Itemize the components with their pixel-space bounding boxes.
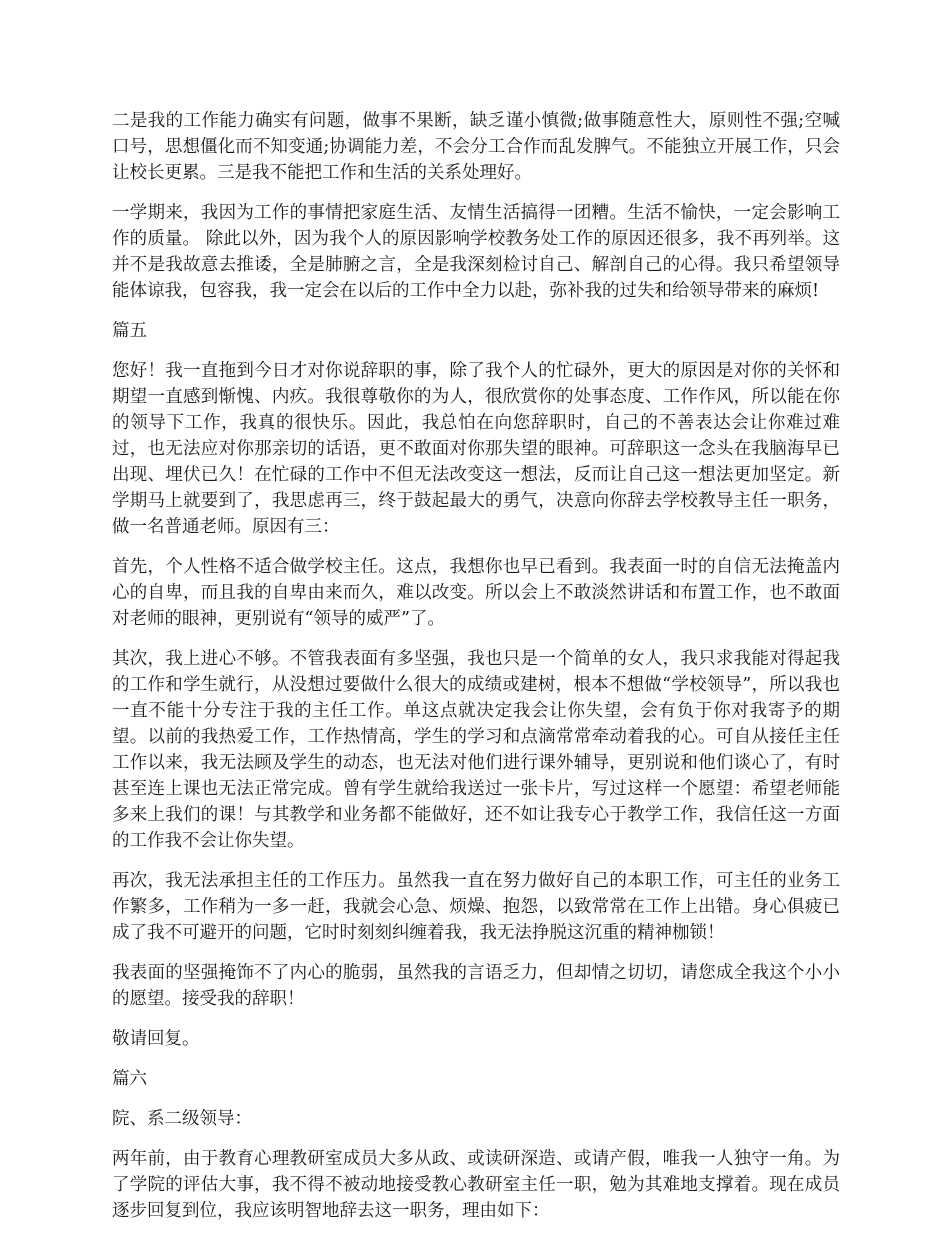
paragraph-sign-off: 敬请回复。 xyxy=(112,1029,200,1049)
paragraph-resignation-intro: 您好！我一直拖到今日才对你说辞职的事，除了我个人的忙碌外，更大的原因是对你的关怀和期望一直感到惭愧、内疚。我很尊敬你的为人，很欣赏你的处事态度、工作作风，所以能在你的领导下工作，我真的很快乐。因此，我总怕在向您辞职时，自己的不善表达会让你难过难过，也无法应对你那亲切的话语，更不敢面对你那失望的眼神。可辞职这一念头在我脑海早已出现、埋伏已久！在忙碌的工作中不但无法改变这一想法，反而让自己这一想法更加坚定。新学期马上就要到了，我思虑再三，终于鼓起最大的勇气，决意向你辞去学校教导主任一职务，做一名普通老师。原因有三： xyxy=(112,361,840,537)
section-heading-6: 篇六 xyxy=(112,1069,147,1089)
paragraph-reason-third: 再次，我无法承担主任的工作压力。虽然我一直在努力做好自己的本职工作，可主任的业务工作繁多，工作稍为一多一赶，我就会心急、烦燥、抱怨，以致常常在工作上出错。身心俱疲已成了我不可避开的问题，它时时刻刻纠缠着我，我无法挣脱这沉重的精神枷锁！ xyxy=(112,871,840,943)
paragraph-reason-first: 首先，个人性格不适合做学校主任。这点，我想你也早已看到。我表面一时的自信无法掩盖内心的自卑，而且我的自卑由来而久，难以改变。所以会上不敢淡然讲话和布置工作，也不敢面对老师的眼神，更别说有“领导的威严”了。 xyxy=(112,557,840,629)
paragraph-work-ability: 二是我的工作能力确实有问题，做事不果断，缺乏谨小慎微;做事随意性大，原则性不强;空喊口号，思想僵化而不知变通;协调能力差，不会分工合作而乱发脾气。不能独立开展工作，只会让校长更累。三是我不能把工作和生活的关系处理好。 xyxy=(112,111,840,183)
paragraph-semester-reflection: 一学期来，我因为工作的事情把家庭生活、友情生活搞得一团糟。生活不愉快，一定会影响工作的质量。 除此以外，因为我个人的原因影响学校教务处工作的原因还很多，我不再列举。这并不是我故意去推诿，全是肺腑之言，全是我深刻检讨自己、解剖自己的心得。我只希望领导能体谅我，包容我，我一定会在以后的工作中全力以赴，弥补我的过失和给领导带来的麻烦! xyxy=(112,203,840,301)
paragraph-closing-request: 我表面的坚强掩饰不了内心的脆弱，虽然我的言语乏力，但却情之切切，请您成全我这个小小的愿望。接受我的辞职！ xyxy=(112,963,840,1009)
paragraph-salutation: 院、系二级领导： xyxy=(112,1109,252,1129)
paragraph-reason-second: 其次，我上进心不够。不管我表面有多坚强，我也只是一个简单的女人，我只求我能对得起我的工作和学生就行，从没想过要做什么很大的成绩或建树，根本不想做“学校领导”，所以我也一直不能十分专注于我的主任工作。单这点就决定我会让你失望，会有负于你对我寄予的期望。以前的我热爱工作，工作热情高，学生的学习和点滴常常牵动着我的心。可自从接任主任工作以来，我无法顾及学生的动态，也无法对他们进行课外辅导，更别说和他们谈心了，有时甚至连上课也无法正常完成。曾有学生就给我送过一张卡片，写过这样一个愿望：希望老师能多来上我们的课！与其教学和业务都不能做好，还不如让我专心于教学工作，我信任这一方面的工作我不会让你失望。 xyxy=(112,649,840,851)
paragraph-background: 两年前，由于教育心理教研室成员大多从政、或读研深造、或请产假，唯我一人独守一角。为了学院的评估大事，我不得不被动地接受教心教研室主任一职，勉为其难地支撑着。现在成员逐步回复到位，我应该明智地辞去这一职务，理由如下： xyxy=(112,1149,840,1221)
document-body xyxy=(112,108,840,1238)
section-heading-5: 篇五 xyxy=(112,321,147,341)
